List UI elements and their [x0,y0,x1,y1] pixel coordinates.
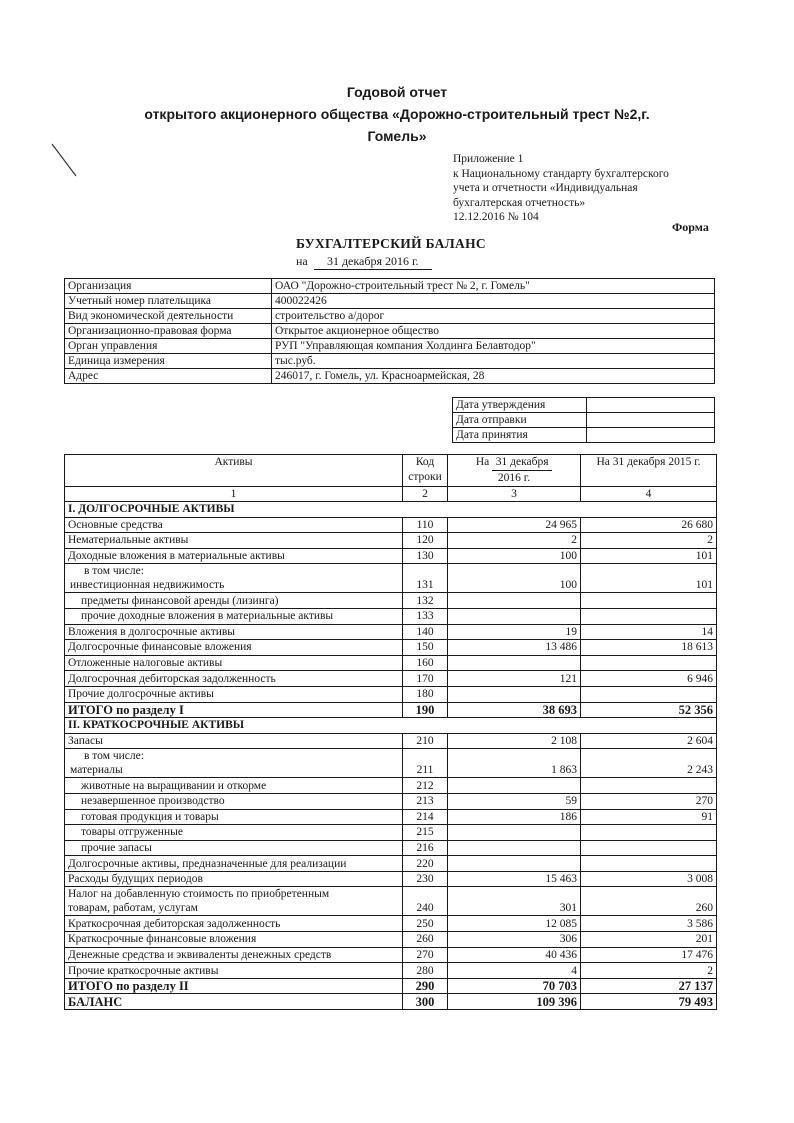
row-name: Краткосрочная дебиторская задолженность [65,916,403,932]
row-current-value: 306 [448,932,581,948]
date-value [587,413,715,428]
report-title-line3: Гомель» [367,128,427,144]
row-code: 140 [403,624,448,640]
header-previous: На 31 декабря 2015 г. [581,455,717,487]
row-current-value: 186 [448,809,581,825]
row-previous-value [581,856,717,872]
row-previous-value [581,778,717,794]
row-name: Краткосрочные финансовые вложения [65,932,403,948]
row-code: 216 [403,840,448,856]
row-name: Вложения в долгосрочные активы [65,624,403,640]
column-numbers-row [65,487,717,502]
table-row [65,963,717,979]
row-code: 110 [403,517,448,533]
row-current-value: 100 [448,548,581,564]
row-code: 260 [403,932,448,948]
row-code: 213 [403,793,448,809]
table-row [65,793,717,809]
report-title-line2: открытого акционерного общества «Дорожно-строительный трест №2,г. [144,106,650,122]
table-row [65,686,717,702]
column-number: 4 [581,487,717,502]
row-code: 211 [403,749,448,778]
header-current-prefix: На [475,456,490,468]
info-row [65,309,715,324]
appendix-note [453,152,713,225]
info-label: Адрес [65,369,272,384]
section-title: II. КРАТКОСРОЧНЫЕ АКТИВЫ [65,718,717,734]
row-current-value: 40 436 [448,947,581,963]
appendix-line: учета и отчетности «Индивидуальная [453,182,638,194]
info-row [65,339,715,354]
row-current-value [448,856,581,872]
row-name: Долгосрочная дебиторская задолженность [65,671,403,687]
row-previous-value: 6 946 [581,671,717,687]
table-row [65,533,717,549]
info-label: Организационно-правовая форма [65,324,272,339]
row-prefix: в том числе: [84,565,144,578]
table-row [65,593,717,609]
table-row [65,856,717,872]
row-code: 132 [403,593,448,609]
header-current [448,455,581,487]
row-previous-value [581,593,717,609]
column-number: 2 [403,487,448,502]
row-code: 131 [403,564,448,593]
date-row [453,398,715,413]
info-row [65,294,715,309]
info-value: Открытое акционерное общество [272,324,715,339]
row-code: 180 [403,686,448,702]
row-current-value: 19 [448,624,581,640]
row-previous-value: 260 [581,887,717,916]
section-title: I. ДОЛГОСРОЧНЫЕ АКТИВЫ [65,502,717,518]
table-row [65,749,717,778]
appendix-line: 12.12.2016 № 104 [453,211,539,223]
table-row [65,640,717,656]
row-current-value: 100 [448,564,581,593]
row-code: 130 [403,548,448,564]
table-row [65,624,717,640]
row-previous-value: 3 586 [581,916,717,932]
row-code: 133 [403,608,448,624]
row-current-value: 4 [448,963,581,979]
dates-table [452,397,715,443]
table-row [65,564,717,593]
info-row [65,354,715,369]
form-label: Форма [672,220,709,234]
row-code: 220 [403,856,448,872]
row-name: Основные средства [65,517,403,533]
row-name: животные на выращивании и откорме [65,778,403,794]
row-code: 280 [403,963,448,979]
table-row [65,932,717,948]
row-current-value [448,593,581,609]
table-row [65,994,717,1010]
row-name [65,887,403,916]
row-current-value: 109 396 [448,994,581,1010]
row-label: материалы [70,764,123,777]
row-code: 212 [403,778,448,794]
header-assets: Активы [65,455,403,487]
row-previous-value [581,608,717,624]
row-code: 210 [403,733,448,749]
info-row [65,369,715,384]
row-previous-value [581,825,717,841]
date-row [453,428,715,443]
row-current-value: 24 965 [448,517,581,533]
row-previous-value: 79 493 [581,994,717,1010]
date-label: Дата отправки [453,413,587,428]
row-code: 240 [403,887,448,916]
table-row [65,718,717,734]
row-current-value: 2 108 [448,733,581,749]
row-code: 190 [403,702,448,718]
row-name: предметы финансовой аренды (лизинга) [65,593,403,609]
row-previous-value: 3 008 [581,871,717,887]
row-previous-value: 52 356 [581,702,717,718]
row-code: 215 [403,825,448,841]
row-name: Нематериальные активы [65,533,403,549]
date-value [587,398,715,413]
row-name: Долгосрочные активы, предназначенные для реализации [65,856,403,872]
appendix-line: бухгалтерская отчетность» [453,196,586,209]
date-value [587,428,715,443]
row-code: 150 [403,640,448,656]
row-previous-value: 101 [581,548,717,564]
row-previous-value [581,686,717,702]
row-current-value [448,840,581,856]
row-current-value: 121 [448,671,581,687]
row-previous-value: 27 137 [581,978,717,994]
row-name: Доходные вложения в материальные активы [65,548,403,564]
row-previous-value: 91 [581,809,717,825]
table-row [65,887,717,916]
info-row [65,279,715,294]
row-name: прочие доходные вложения в материальные активы [65,608,403,624]
row-label: инвестиционная недвижимость [70,579,225,592]
row-name: БАЛАНС [65,994,403,1010]
header-code [403,455,448,487]
balance-date [296,254,432,270]
row-current-value [448,686,581,702]
row-current-value: 2 [448,533,581,549]
row-name: Расходы будущих периодов [65,871,403,887]
row-name: Прочие долгосрочные активы [65,686,403,702]
row-previous-value: 201 [581,932,717,948]
info-row [65,324,715,339]
row-current-value: 12 085 [448,916,581,932]
info-value: ОАО "Дорожно-строительный трест № 2, г. Гомель" [272,279,715,294]
row-current-value: 301 [448,887,581,916]
info-value: строительство а/дорог [272,309,715,324]
date-label: Дата принятия [453,428,587,443]
row-code: 230 [403,871,448,887]
header-code-line: строки [408,471,442,483]
row-previous-value [581,655,717,671]
row-current-value [448,778,581,794]
row-name: прочие запасы [65,840,403,856]
column-number: 3 [448,487,581,502]
row-previous-value: 2 604 [581,733,717,749]
info-value: 400022426 [272,294,715,309]
row-prefix: в том числе: [84,750,144,763]
organization-info-table [64,278,715,384]
row-name: готовая продукция и товары [65,809,403,825]
row-name [65,749,403,778]
balance-title: БУХГАЛТЕРСКИЙ БАЛАНС [296,236,486,251]
info-label: Организация [65,279,272,294]
row-current-value: 59 [448,793,581,809]
row-current-value [448,655,581,671]
row-name: Отложенные налоговые активы [65,655,403,671]
row-code: 214 [403,809,448,825]
column-number: 1 [65,487,403,502]
row-name: Запасы [65,733,403,749]
table-row [65,840,717,856]
row-previous-value: 14 [581,624,717,640]
row-code: 300 [403,994,448,1010]
row-current-value [448,825,581,841]
balance-date-value: 31 декабря 2016 г. [314,254,432,270]
row-code: 270 [403,947,448,963]
report-title-line1: Годовой отчет [346,84,448,100]
header-current-date: 31 декабря [492,455,552,471]
table-row [65,655,717,671]
header-current-year: 2016 г. [497,472,531,484]
row-code: 170 [403,671,448,687]
row-previous-value: 2 [581,963,717,979]
row-code: 290 [403,978,448,994]
info-label: Учетный номер плательщика [65,294,272,309]
row-label: товарам, работам, услугам [68,902,198,915]
table-row [65,517,717,533]
pen-mark-icon [50,140,80,180]
row-name: ИТОГО по разделу I [65,702,403,718]
date-label: Дата утверждения [453,398,587,413]
row-name: Денежные средства и эквиваленты денежных средств [65,947,403,963]
row-previous-value: 2 [581,533,717,549]
row-previous-value: 18 613 [581,640,717,656]
row-previous-value: 17 476 [581,947,717,963]
table-row [65,702,717,718]
table-row [65,871,717,887]
balance-assets-table [64,454,717,1010]
table-row [65,608,717,624]
row-previous-value: 101 [581,564,717,593]
table-header-row [65,455,717,487]
row-code: 160 [403,655,448,671]
row-name: Прочие краткосрочные активы [65,963,403,979]
table-row [65,671,717,687]
row-current-value: 70 703 [448,978,581,994]
row-code: 250 [403,916,448,932]
row-current-value: 15 463 [448,871,581,887]
row-code: 120 [403,533,448,549]
row-name: незавершенное производство [65,793,403,809]
info-label: Вид экономической деятельности [65,309,272,324]
date-row [453,413,715,428]
info-label: Единица измерения [65,354,272,369]
row-previous-value [581,840,717,856]
row-name: Долгосрочные финансовые вложения [65,640,403,656]
row-current-value: 1 863 [448,749,581,778]
appendix-line: к Национальному стандарту бухгалтерского [453,167,669,180]
row-previous-value: 26 680 [581,517,717,533]
table-row [65,548,717,564]
header-code-line: Код [415,456,435,468]
table-row [65,916,717,932]
row-name [65,564,403,593]
table-row [65,809,717,825]
row-previous-value: 2 243 [581,749,717,778]
header-current-line [451,455,577,471]
row-current-value: 38 693 [448,702,581,718]
table-row [65,778,717,794]
appendix-line: Приложение 1 [453,153,524,165]
info-value: РУП "Управляющая компания Холдинга Белавтодор" [272,339,715,354]
table-row [65,825,717,841]
info-label: Орган управления [65,339,272,354]
info-value: тыс.руб. [272,354,715,369]
row-name: товары отгруженные [65,825,403,841]
row-current-value [448,608,581,624]
row-prefix: Налог на добавленную стоимость по приобретенным [68,888,330,901]
info-value: 246017, г. Гомель, ул. Красноармейская, 28 [272,369,715,384]
row-name: ИТОГО по разделу II [65,978,403,994]
row-current-value: 13 486 [448,640,581,656]
table-row [65,502,717,518]
row-previous-value: 270 [581,793,717,809]
table-row [65,733,717,749]
balance-date-prefix: на [296,254,308,268]
table-row [65,947,717,963]
table-row [65,978,717,994]
